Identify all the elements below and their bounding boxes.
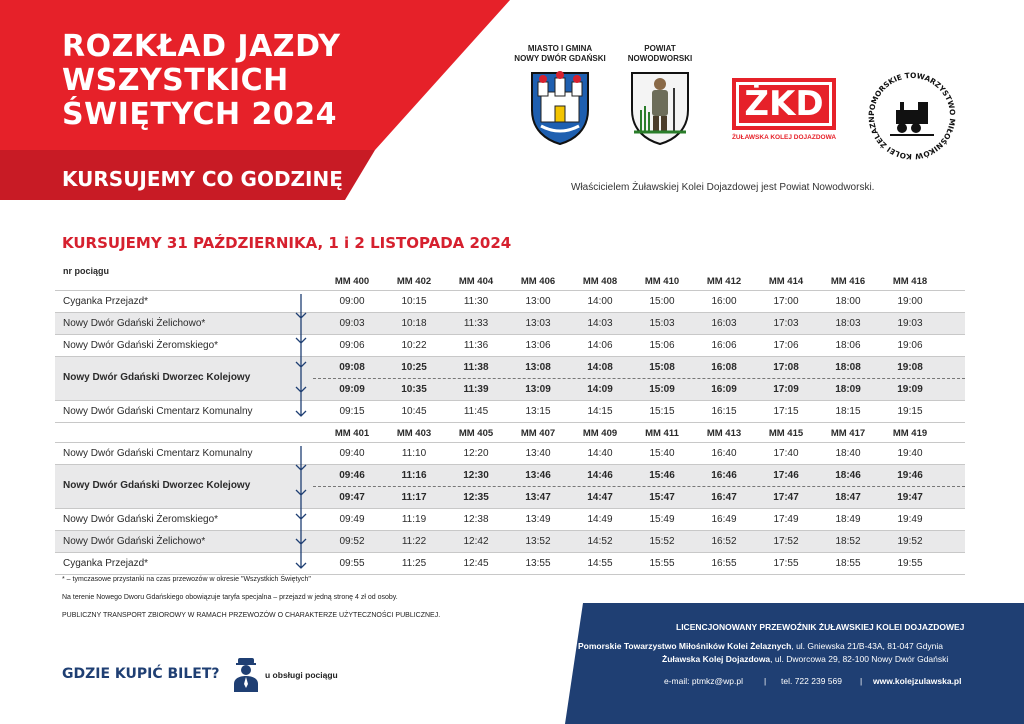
departure-time: 14:09 [587, 384, 613, 395]
train-number: MM 412 [706, 276, 742, 287]
station-name: Nowy Dwór Gdański Dworzec Kolejowy [63, 480, 251, 491]
train-number: MM 408 [582, 276, 618, 287]
departure-time: 14:15 [587, 406, 613, 417]
departure-time: 15:49 [649, 514, 675, 525]
departure-time: 11:10 [401, 448, 427, 459]
departure-time: 09:00 [339, 296, 365, 307]
departure-time: 09:40 [339, 448, 365, 459]
departure-time: 19:03 [897, 318, 923, 329]
train-number: MM 404 [458, 276, 494, 287]
departure-time: 13:47 [525, 492, 551, 503]
departure-time: 14:52 [587, 536, 613, 547]
buy-ticket-question: GDZIE KUPIĆ BILET? [62, 666, 220, 682]
arrival-time: 16:46 [711, 470, 737, 481]
departure-time: 11:39 [463, 384, 489, 395]
departure-time: 13:09 [525, 384, 551, 395]
departure-time: 11:25 [401, 558, 427, 569]
station-name: Nowy Dwór Gdański Żelichowo* [63, 318, 206, 329]
arrival-time: 18:08 [835, 362, 861, 373]
departure-time: 11:33 [463, 318, 489, 329]
departure-time: 09:06 [339, 340, 365, 351]
departure-time: 12:45 [463, 558, 489, 569]
gmina-coat-of-arms-icon [529, 70, 591, 146]
station-name: Nowy Dwór Gdański Dworzec Kolejowy [63, 372, 251, 383]
arrival-time: 18:46 [835, 470, 861, 481]
departure-time: 10:45 [401, 406, 427, 417]
departure-time: 17:40 [773, 448, 799, 459]
conductor-icon [232, 656, 260, 692]
departure-time: 16:03 [711, 318, 737, 329]
departure-time: 18:55 [835, 558, 861, 569]
departure-time: 10:18 [401, 318, 427, 329]
arrival-time: 16:08 [711, 362, 737, 373]
arrival-time: 15:08 [649, 362, 675, 373]
train-number: MM 401 [334, 428, 370, 439]
departure-time: 14:40 [587, 448, 613, 459]
departure-time: 15:52 [649, 536, 675, 547]
departure-time: 17:03 [773, 318, 799, 329]
departure-time: 14:47 [587, 492, 613, 503]
departure-time: 13:03 [525, 318, 551, 329]
departure-time: 11:45 [463, 406, 489, 417]
table-row [55, 509, 965, 530]
operator-org2: Żuławska Kolej Dojazdowa, ul. Dworcowa 29, 82-100 Nowy Dwór Gdański [662, 654, 949, 664]
arrival-time: 14:08 [587, 362, 613, 373]
page-subtitle: KURSUJEMY CO GODZINĘ [62, 167, 343, 191]
departure-time: 14:03 [587, 318, 613, 329]
train-number-header [55, 426, 965, 440]
departure-time: 19:55 [897, 558, 923, 569]
departure-time: 10:15 [401, 296, 427, 307]
departure-time: 16:55 [711, 558, 737, 569]
departure-time: 16:49 [711, 514, 737, 525]
departure-time: 16:15 [711, 406, 737, 417]
departure-time: 09:09 [339, 384, 365, 395]
table-row [55, 553, 965, 574]
departure-time: 13:00 [525, 296, 551, 307]
footnote-special-fare: Na terenie Nowego Dworu Gdańskiego obowiązuje taryfa specjalna – przejazd w jedną stronę 4 zł od osoby. [62, 594, 398, 601]
gmina-logo: MIASTO I GMINA NOWY DWÓR GDAŃSKI [505, 44, 615, 149]
arrival-time: 12:30 [463, 470, 489, 481]
departure-time: 18:03 [835, 318, 861, 329]
departure-time: 11:19 [401, 514, 427, 525]
departure-time: 15:55 [649, 558, 675, 569]
departure-time: 11:17 [401, 492, 427, 503]
table-row [55, 465, 965, 508]
train-number: MM 418 [892, 276, 928, 287]
zkd-logo-mark: ŻKD [744, 84, 824, 124]
buy-ticket-answer: u obsługi pociągu [265, 670, 338, 680]
station-name: Nowy Dwór Gdański Żeromskiego* [63, 514, 219, 525]
train-number: MM 406 [520, 276, 556, 287]
departure-time: 09:47 [339, 492, 365, 503]
table-row [55, 357, 965, 400]
departure-time: 11:30 [463, 296, 489, 307]
departure-time: 19:40 [897, 448, 923, 459]
operator-sep-1: | [764, 676, 767, 686]
table-row [55, 291, 965, 312]
train-number: MM 411 [645, 428, 679, 439]
departure-time: 10:22 [401, 340, 427, 351]
departure-time: 18:00 [835, 296, 861, 307]
station-name: Cyganka Przejazd* [63, 296, 149, 307]
train-number: MM 419 [892, 428, 928, 439]
operator-sep-2: | [860, 676, 863, 686]
table-row [55, 531, 965, 552]
train-number: MM 415 [768, 428, 804, 439]
operator-org1: Pomorskie Towarzystwo Miłośników Kolei Żelaznych, ul. Gniewska 21/B-43A, 81-047 Gdynia [578, 641, 944, 651]
train-number: MM 400 [334, 276, 370, 287]
departure-time: 13:49 [525, 514, 551, 525]
departure-time: 19:00 [897, 296, 923, 307]
departure-time: 16:00 [711, 296, 737, 307]
departure-time: 09:15 [339, 406, 365, 417]
departure-time: 12:38 [463, 514, 489, 525]
arrival-time: 15:46 [649, 470, 675, 481]
departure-time: 13:52 [525, 536, 551, 547]
svg-text:POMORSKIE TOWARZYSTWO MIŁOŚNIK: POMORSKIE TOWARZYSTWO MIŁOŚNIKÓW KOLEI ŻELAZN [866, 70, 958, 162]
train-number: MM 409 [582, 428, 618, 439]
zkd-logo: ŻKD ŻUŁAWSKA KOLEJ DOJAZDOWA [728, 78, 840, 143]
departure-time: 15:47 [649, 492, 675, 503]
departure-time: 16:06 [711, 340, 737, 351]
departure-time: 11:22 [401, 536, 427, 547]
departure-time: 18:52 [835, 536, 861, 547]
table-divider [55, 574, 965, 575]
departure-time: 09:03 [339, 318, 365, 329]
departure-time: 15:03 [649, 318, 675, 329]
departure-time: 09:49 [339, 514, 365, 525]
departure-time: 13:06 [525, 340, 551, 351]
departure-time: 19:52 [897, 536, 923, 547]
departure-time: 16:47 [711, 492, 737, 503]
station-name: Nowy Dwór Gdański Cmentarz Komunalny [63, 406, 253, 417]
train-number: MM 410 [644, 276, 680, 287]
outbound-timetable [55, 264, 965, 417]
train-number: MM 416 [830, 276, 866, 287]
arrival-time: 10:25 [401, 362, 427, 373]
departure-time: 14:55 [587, 558, 613, 569]
station-name: Nowy Dwór Gdański Cmentarz Komunalny [63, 448, 253, 459]
arrival-time: 19:08 [897, 362, 923, 373]
departure-time: 13:15 [525, 406, 551, 417]
departure-time: 09:55 [339, 558, 365, 569]
departure-time: 19:09 [897, 384, 923, 395]
departure-time: 18:09 [835, 384, 861, 395]
arrival-time: 14:46 [587, 470, 613, 481]
arrival-time: 17:08 [773, 362, 799, 373]
departure-time: 15:06 [649, 340, 675, 351]
powiat-coat-of-arms-icon [629, 70, 691, 146]
departure-time: 10:35 [401, 384, 427, 395]
departure-time: 18:49 [835, 514, 861, 525]
return-timetable [55, 424, 965, 569]
arrival-time: 19:46 [897, 470, 923, 481]
train-number: MM 414 [768, 276, 804, 287]
departure-time: 15:15 [649, 406, 675, 417]
departure-time: 15:09 [649, 384, 675, 395]
ptmkz-logo [864, 68, 960, 164]
operator-email: e-mail: ptmkz@wp.pl [664, 676, 744, 686]
station-name: Cyganka Przejazd* [63, 558, 149, 569]
arrival-time: 09:08 [339, 362, 365, 373]
departure-time: 17:15 [773, 406, 799, 417]
locomotive-icon [890, 96, 934, 140]
operator-website[interactable]: www.kolejzulawska.pl [873, 676, 962, 686]
arrival-time: 17:46 [773, 470, 799, 481]
arrival-time: 13:08 [525, 362, 551, 373]
departure-time: 11:36 [463, 340, 489, 351]
arrival-time: 13:46 [525, 470, 551, 481]
departure-time: 18:15 [835, 406, 861, 417]
departure-time: 17:00 [773, 296, 799, 307]
arrival-time: 11:38 [463, 362, 489, 373]
dates-title: KURSUJEMY 31 PAŹDZIERNIKA, 1 i 2 LISTOPADA 2024 [62, 234, 512, 252]
train-number: MM 413 [706, 428, 742, 439]
departure-time: 18:06 [835, 340, 861, 351]
departure-time: 17:47 [773, 492, 799, 503]
direction-arrow-icon [295, 446, 307, 574]
table-row [55, 443, 965, 464]
departure-time: 17:55 [773, 558, 799, 569]
departure-time: 15:40 [649, 448, 675, 459]
departure-time: 18:47 [835, 492, 861, 503]
arrival-time: 11:16 [401, 470, 427, 481]
departure-time: 15:00 [649, 296, 675, 307]
table-divider [55, 422, 965, 423]
arrival-time: 09:46 [339, 470, 365, 481]
departure-time: 17:52 [773, 536, 799, 547]
departure-time: 14:06 [587, 340, 613, 351]
departure-time: 17:09 [773, 384, 799, 395]
arrival-departure-divider [313, 486, 965, 487]
powiat-logo: POWIAT NOWODWORSKI [610, 44, 710, 149]
owner-note: Właścicielem Żuławskiej Kolei Dojazdowej jest Powiat Nowodworski. [571, 182, 875, 193]
departure-time: 13:55 [525, 558, 551, 569]
train-number-label: nr pociągu [63, 266, 110, 276]
departure-time: 12:20 [463, 448, 489, 459]
departure-time: 14:49 [587, 514, 613, 525]
departure-time: 13:40 [525, 448, 551, 459]
arrival-departure-divider [313, 378, 965, 379]
station-name: Nowy Dwór Gdański Żeromskiego* [63, 340, 219, 351]
train-number: MM 403 [396, 428, 432, 439]
departure-time: 16:09 [711, 384, 737, 395]
station-name: Nowy Dwór Gdański Żelichowo* [63, 536, 206, 547]
departure-time: 09:52 [339, 536, 365, 547]
departure-time: 17:06 [773, 340, 799, 351]
train-number: MM 407 [520, 428, 556, 439]
table-row [55, 313, 965, 334]
operator-phone: tel. 722 239 569 [781, 676, 842, 686]
departure-time: 19:15 [897, 406, 923, 417]
train-number: MM 417 [830, 428, 866, 439]
departure-time: 16:52 [711, 536, 737, 547]
direction-arrow-icon [295, 294, 307, 422]
table-row [55, 401, 965, 422]
departure-time: 12:42 [463, 536, 489, 547]
departure-time: 16:40 [711, 448, 737, 459]
footnote-temporary-stops: * – tymczasowe przystanki na czas przewozów w okresie "Wszystkich Świętych" [62, 576, 311, 583]
page-title: ROZKŁAD JAZDY WSZYSTKICH ŚWIĘTYCH 2024 [62, 29, 341, 132]
departure-time: 19:49 [897, 514, 923, 525]
operator-heading: LICENCJONOWANY PRZEWOŹNIK ŻUŁAWSKIEJ KOLEI DOJAZDOWEJ [676, 622, 965, 632]
train-number: MM 402 [396, 276, 432, 287]
departure-time: 12:35 [463, 492, 489, 503]
departure-time: 18:40 [835, 448, 861, 459]
departure-time: 14:00 [587, 296, 613, 307]
departure-time: 19:47 [897, 492, 923, 503]
table-row [55, 335, 965, 356]
departure-time: 19:06 [897, 340, 923, 351]
departure-time: 17:49 [773, 514, 799, 525]
train-number-header [55, 266, 965, 287]
train-number: MM 405 [458, 428, 494, 439]
footnote-public-transport: PUBLICZNY TRANSPORT ZBIOROWY W RAMACH PRZEWOZÓW O CHARAKTERZE UŻYTECZNOŚCI PUBLICZNEJ. [62, 612, 441, 619]
